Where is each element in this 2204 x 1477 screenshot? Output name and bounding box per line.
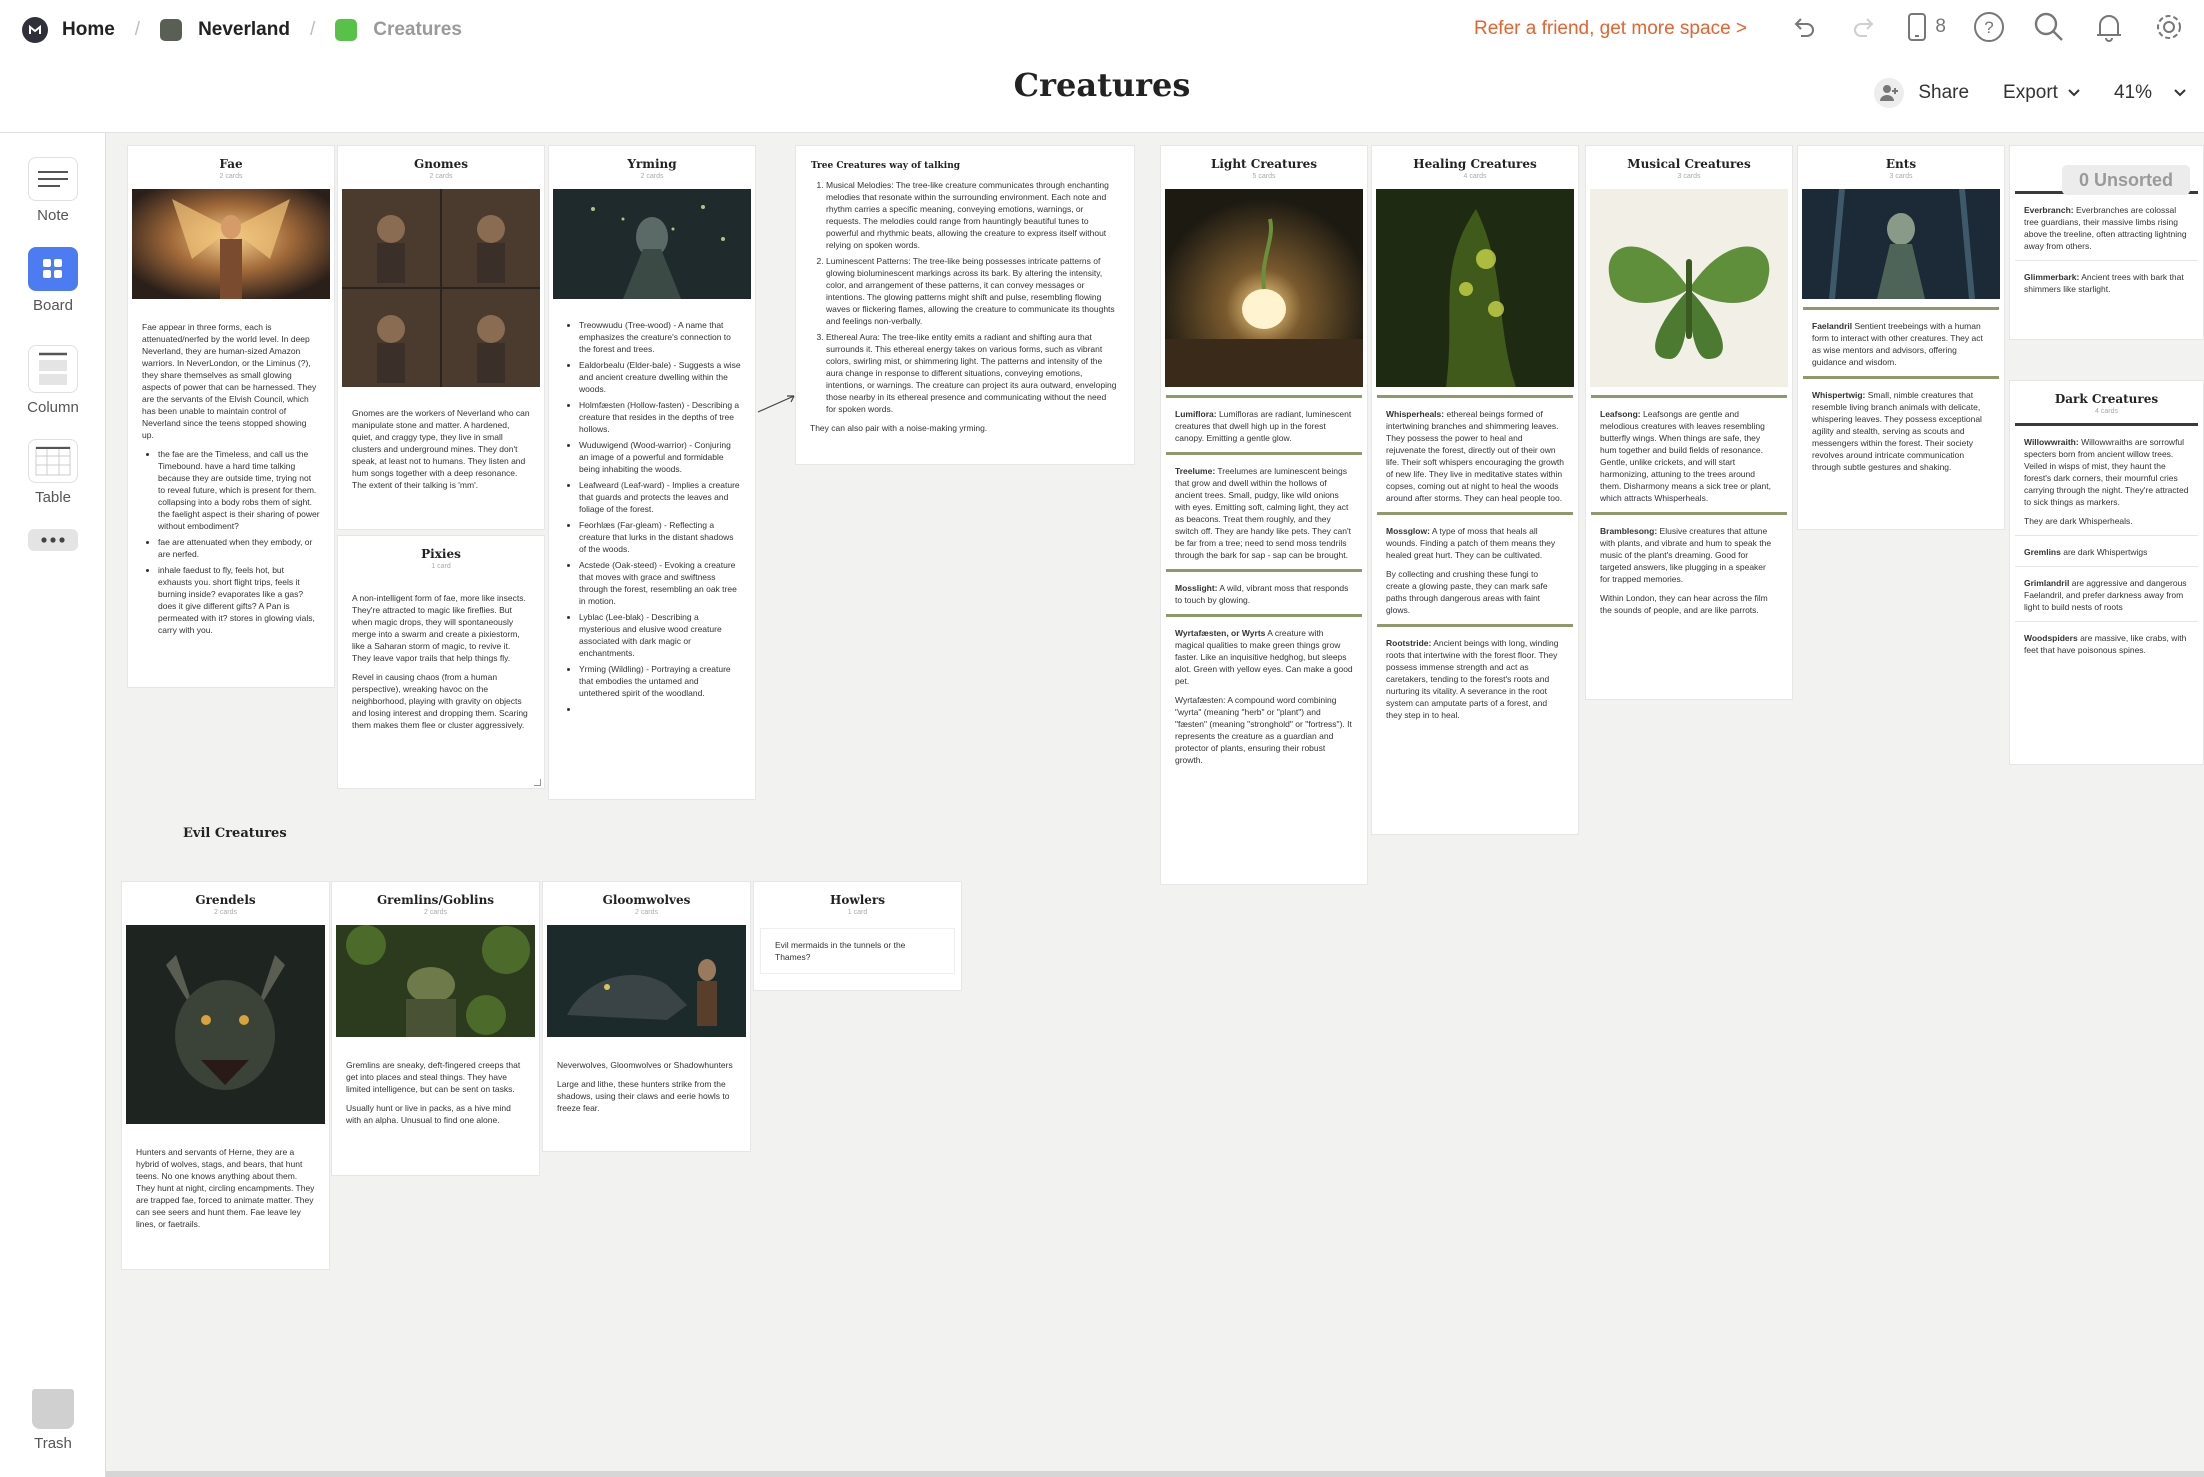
creature-desc: Treelumes are luminescent beings that grow and dwell within the hollows of ancient trees. Small, pudgy, like wild onions with eyes. Emitting soft, calming light, they act as beacons. Treat them roughly, and they switch off. They are handy like pets. They can't be far from a tree; need to send moss tendrils through the bark for sap - sap can be brought. [1175, 466, 1351, 560]
card-text[interactable] [796, 179, 1134, 434]
chevron-down-icon [2068, 89, 2080, 97]
trash-icon [32, 1389, 74, 1429]
card-paragraph: Evil mermaids in the tunnels or the Thames? [775, 940, 906, 962]
card-paragraph: Within London, they can hear across the film the sounds of people, and are like parrots. [1600, 593, 1768, 615]
divider [1377, 512, 1573, 515]
card-count: 3 cards [1889, 173, 1913, 180]
creature-name: Willowwraith: [2024, 437, 2079, 447]
divider [1166, 569, 1362, 572]
creature-name: Whisperheals: [1386, 409, 1445, 419]
creature-desc: Ancient trees with bark that shimmers like starlight. [2024, 272, 2184, 294]
yrming-image[interactable] [553, 189, 751, 299]
table-tool-label: Table [35, 489, 71, 506]
column-grendels[interactable] [121, 881, 330, 1270]
column-title[interactable]: Light Creatures [1210, 157, 1318, 171]
toolbar-icons [1761, 10, 2186, 44]
card-count: 4 cards [1463, 173, 1487, 180]
creature-desc: are aggressive and dangerous Faelandril, and prefer darkness away from light to build nests of roots [2024, 578, 2187, 612]
note-title[interactable]: Tree Creatures way of talking [811, 161, 961, 171]
card-count: 2 cards [214, 909, 237, 916]
card-paragraph: Hunters and servants of Herne, they are a hybrid of wolves, stags, and bears, that hunt teens. No one knows anything about them. They hunt at night, circling encampments. They are trapped fae, forced to animate matter. They can see seers and hunt them. Fae leave ley lines, or faetrails. [136, 1147, 315, 1229]
creature-name: Woodspiders [2024, 633, 2078, 643]
breadcrumb-neverland[interactable] [160, 19, 290, 41]
board-color-swatch [160, 19, 182, 41]
creature-name: Wyrtafæsten, or Wyrts [1175, 628, 1266, 638]
divider [2015, 260, 2198, 261]
breadcrumb-neverland-label: Neverland [198, 19, 290, 40]
list-item: • Leafweard (Leaf-ward) - Implies a creature that guards and protects the leaves and foliage of the forest. [579, 479, 741, 515]
divider [1591, 395, 1787, 398]
undo-icon[interactable] [1787, 10, 1821, 44]
column-fae[interactable] [127, 145, 335, 688]
list-item: • Lyblac (Lee-blak) - Describing a mysterious and elusive wood creature associated with dark magic or enchantments. [579, 611, 741, 659]
list-item: • Yrming (Wildling) - Portraying a creature that embodies the untamed and untethered spirit of the woodland. [579, 663, 741, 699]
help-icon[interactable] [1972, 10, 2006, 44]
card-text[interactable] [2010, 632, 2203, 656]
list-item: • Treowwudu (Tree-wood) - A name that emphasizes the creature's connection to the forest and trees. [579, 319, 741, 355]
gloomwolf-image[interactable] [547, 925, 746, 1037]
note-tree-talking[interactable] [795, 145, 1135, 465]
list-item: 1. Musical Melodies: The tree-like creature communicates through enchanting melodies that resonate within the surrounding environment. Each note and rhythm carries a specific meaning, conveying emotions, warnings, or requests. The melodies could range from hauntingly beautiful tunes to powerful and rhythmic beats, allowing the creature to express itself without relying on spoken words. [826, 179, 1118, 251]
phone-icon [1907, 12, 1927, 42]
creature-desc: Willowwraiths are sorrowful specters born from ancient willow trees. Veiled in wisps of mist, they haunt the forest's dark corners, their mournful cries carrying through the night. They're attracted to sick things as markers. [2024, 437, 2189, 507]
creature-desc: Leafsongs are gentle and melodious creatures with leaves resembling butterfly wings. When things are safe, they hum together and build fields of resonance. Gentle, unlike crickets, and will start harmonizing, attuning to the trees around them. Disharmony means a sick tree or plant, which attracts Whisperheals. [1600, 409, 1772, 503]
more-dots-icon [28, 529, 78, 551]
card-text[interactable] [128, 321, 334, 636]
table-tool[interactable] [0, 439, 106, 506]
card-count: 5 cards [1252, 173, 1276, 180]
card-count: 1 card [847, 909, 868, 916]
note-icon [28, 157, 78, 201]
tool-sidebar [0, 133, 106, 1477]
creature-desc: Sentient treebeings with a human form to interact with other creatures. They act as wise mentors and advisors, offering guidance and wisdom. [1812, 321, 1983, 367]
card-text[interactable] [332, 1059, 539, 1126]
column-tool[interactable] [0, 345, 106, 416]
connector-arrow[interactable] [756, 392, 800, 414]
zoom-level: 41% [2113, 82, 2152, 103]
creature-desc: are dark Whispertwigs [2063, 547, 2148, 557]
divider [1377, 395, 1573, 398]
column-gloomwolves[interactable] [542, 881, 751, 1152]
board-actions [1840, 78, 2186, 108]
card-text[interactable] [1798, 320, 2004, 368]
page-title: Creatures [1013, 66, 1191, 104]
creature-name: Glimmerbark: [2024, 272, 2080, 282]
creature-name: Rootstride: [1386, 638, 1432, 648]
card-text[interactable] [1372, 408, 1578, 504]
export-button[interactable] [2003, 82, 2080, 104]
column-pixies[interactable] [337, 535, 545, 789]
refer-friend-link[interactable]: Refer a friend, get more space > [1474, 18, 1748, 39]
creature-name: Leafsong: [1600, 409, 1641, 419]
resize-handle[interactable] [534, 779, 541, 786]
breadcrumb-creatures[interactable] [335, 19, 462, 41]
card-count: 4 cards [2095, 408, 2118, 415]
creature-desc: A creature with magical qualities to make green things grow faster. Like an inquisitive hedghog, but sleeps alot. Green with yellow eyes. Can make a good pet. [1175, 628, 1353, 686]
creature-desc: Everbranches are colossal tree guardians, their massive limbs rising above the treeline, often attracting lightning away from others. [2024, 205, 2187, 251]
card-count: 2 cards [424, 909, 447, 916]
board-tool[interactable] [0, 247, 106, 314]
creature-name: Everbranch: [2024, 205, 2074, 215]
column-title[interactable]: Yrming [627, 157, 677, 171]
divider [2015, 423, 2198, 426]
card-text[interactable] [122, 1146, 329, 1230]
creature-desc: Lumifloras are radiant, luminescent creatures that dwell high up in the forest canopy. Emitting a gentle glow. [1175, 409, 1352, 443]
card-paragraph: Neverwolves, Gloomwolves or Shadowhunters [557, 1060, 733, 1070]
milanote-logo-icon [22, 17, 48, 43]
creature-name: Treelume: [1175, 466, 1216, 476]
whisperheal-image[interactable] [1376, 189, 1574, 387]
column-musical-creatures[interactable] [1585, 145, 1793, 700]
card-paragraph: They can also pair with a noise-making yrming. [810, 423, 988, 433]
top-bar [0, 0, 2204, 133]
card-text[interactable] [1372, 637, 1578, 721]
card-count: 2 cards [429, 173, 453, 180]
card-text[interactable] [2010, 204, 2203, 252]
card-paragraph: Large and lithe, these hunters strike from the shadows, using their claws and eerie howls to freeze fear. [557, 1079, 730, 1113]
card-text[interactable] [1161, 582, 1367, 606]
list-item: • Feorhlæs (Far-gleam) - Reflecting a creature that lurks in the distant shadows of the woods. [579, 519, 741, 555]
column-title[interactable]: Howlers [830, 893, 885, 907]
device-count: 8 [1935, 16, 1946, 37]
card-text[interactable] [2010, 436, 2203, 527]
grendel-image[interactable] [126, 925, 325, 1124]
creature-desc: are massive, like crabs, with feet that have poisonous spines. [2024, 633, 2187, 655]
card-paragraph: Gremlins are sneaky, deft-fingered creeps that get into places and steal things. They have limited intelligence, but can be sent on tasks. [346, 1060, 521, 1094]
trash-label: Trash [34, 1435, 72, 1452]
column-gremlins-goblins[interactable] [331, 881, 540, 1176]
card-text[interactable] [1161, 627, 1367, 766]
fae-image[interactable] [132, 189, 330, 299]
board-tool-label: Board [32, 297, 74, 314]
column-yrming[interactable] [548, 145, 756, 800]
divider [2015, 621, 2198, 622]
list-item-empty [579, 703, 741, 715]
creature-name: Grimlandril [2024, 578, 2070, 588]
creature-name: Faelandril [1812, 321, 1853, 331]
table-icon [28, 439, 78, 483]
unsorted-button[interactable]: 0 Unsorted [2062, 165, 2190, 195]
divider [1803, 376, 1999, 379]
column-title[interactable]: Ents [1885, 157, 1917, 171]
card-text[interactable] [1798, 389, 2004, 473]
column-title[interactable]: Gnomes [413, 157, 469, 171]
card-text[interactable] [2010, 577, 2203, 613]
card-text[interactable] [543, 1059, 750, 1114]
creature-name: Lumiflora: [1175, 409, 1217, 419]
card-paragraph: Fae appear in three forms, each is attenuated/nerfed by the world level. In deep Neverland, they are human-sized Amazon warriors. In NeverLondon, or the Liminus (?), they share themselves as small glowing aspects of power that can be harnessed. They are the servants of the Elvish Council, which has been unable to maintain control of Neverland since the teens stopped showing up. [142, 322, 317, 440]
chevron-down-icon [2174, 89, 2186, 97]
card-count: 2 cards [635, 909, 658, 916]
column-title[interactable]: Gloomwolves [602, 893, 691, 907]
list-item: • fae are attenuated when they embody, or are nerfed. [158, 536, 320, 560]
card-paragraph: Usually hunt or live in packs, as a hive mind with an alpha. Unusual to find one alone. [346, 1103, 511, 1125]
column-title[interactable]: Healing Creatures [1413, 157, 1537, 171]
share-label: Share [1918, 82, 1970, 103]
more-tools-button[interactable] [0, 529, 106, 551]
zoom-control[interactable] [2114, 82, 2186, 104]
divider [1166, 614, 1362, 617]
column-title[interactable]: Fae [219, 157, 243, 171]
divider [1591, 512, 1787, 515]
card-paragraph: Gnomes are the workers of Neverland who can manipulate stone and matter. A hardened, quiet, and craggy type, they live in small clusters and underground mines. They don't speak, at least not to humans. They listen and hum songs together with a deep resonance. The extent of their talking is 'mm'. [352, 408, 530, 490]
breadcrumb-separator: / [134, 19, 141, 40]
list-item: • the fae are the Timeless, and call us the Timebound. have a hard time talking because they are outside time, trying not to reveal future, which is present for them. collapsing into a body robs them of sight. the faelight aspect is their sharing of power without embodiment? [158, 448, 320, 532]
divider [1166, 452, 1362, 455]
card-text[interactable] [1161, 408, 1367, 444]
divider [1166, 395, 1362, 398]
card-text[interactable] [338, 592, 544, 731]
breadcrumb-separator: / [309, 19, 316, 40]
add-person-icon [1874, 78, 1904, 108]
column-title[interactable]: Dark Creatures [2054, 392, 2159, 406]
list-item: 2. Luminescent Patterns: The tree-like being possesses intricate patterns of glowing bioluminescent markings across its bark. By altering the intensity, color, and arrangement of these patterns, it can convey messages or intentions. The glowing patterns might shift and pulse, resembling flowing waves or flickering flames, allowing the creature to communicate its thoughts and feelings non-verbally. [826, 255, 1118, 327]
note-tool[interactable] [0, 157, 106, 224]
horizontal-scrollbar[interactable] [106, 1471, 2204, 1477]
creature-desc: ethereal beings formed of intertwining branches and shimmering leaves. They possess the power to heal and rejuvenate the forest, directly out of their own life. Their soft whispers encouraging the growth of new life. They live in meditative states within copses, coming out at night to heal the woods around after storms. They can heal people too. [1386, 409, 1564, 503]
creature-name: Mosslight: [1175, 583, 1218, 593]
column-ents[interactable] [1797, 145, 2005, 530]
card-paragraph: They are dark Whisperheals. [2024, 516, 2133, 526]
card-count: 3 cards [1677, 173, 1701, 180]
creature-desc: Elusive creatures that attune with plants, and vibrate and hum to speak the music of the plant's dreaming. Good for targeted answers, like plugging in a speaker for trapped memories. [1600, 526, 1772, 584]
redo-icon[interactable] [1847, 10, 1881, 44]
creature-desc: Small, nimble creatures that resemble living branch animals with delicate, whispering leaves. They possess exceptional agility and stealth, serving as scouts and messengers within the forest. Their society revolves around intricate communication through subtle gestures and shaking. [1812, 390, 1982, 472]
search-icon[interactable] [2032, 10, 2066, 44]
divider [2015, 535, 2198, 536]
creature-name: Mossglow: [1386, 526, 1430, 536]
divider [2015, 566, 2198, 567]
creature-desc: Ancient beings with long, winding roots that intertwine with the forest floor. They possess immense strength and act as caretakers, tending to the forest's roots and nurturing its vitality. A severance in the root system can amputate parts of a forest, and they step in to heal. [1386, 638, 1559, 720]
card-count: 2 cards [640, 173, 664, 180]
column-dark-creatures[interactable] [2009, 380, 2204, 765]
svg-text:?: ? [1984, 18, 1994, 37]
export-label: Export [2003, 82, 2058, 103]
trash-button[interactable] [0, 1389, 106, 1452]
breadcrumb [22, 14, 462, 46]
board-color-swatch [335, 19, 357, 41]
column-light-creatures[interactable] [1160, 145, 1368, 885]
card-text[interactable] [549, 319, 755, 715]
note-tool-label: Note [37, 207, 69, 224]
divider [1377, 624, 1573, 627]
gnomes-image[interactable] [342, 189, 540, 387]
breadcrumb-home[interactable] [22, 17, 115, 43]
card-text[interactable] [1586, 408, 1792, 504]
gremlin-image[interactable] [336, 925, 535, 1037]
creature-desc: A type of moss that heals all wounds. Finding a patch of them means they healed great hurt. They can be cultivated. [1386, 526, 1556, 560]
column-icon [28, 345, 78, 393]
list-item: • Wuduwigend (Wood-warrior) - Conjuring an image of a powerful and formidable being inhabiting the woods. [579, 439, 741, 475]
card-text[interactable] [1372, 525, 1578, 616]
column-title[interactable]: Musical Creatures [1627, 157, 1751, 171]
card-paragraph: Wyrtafæsten: A compound word combining "wyrta" (meaning "herb" or "plant") and "fæsten" (meaning "stronghold" or "fortress"). It represents the creature as a guardian and protector of plants, ensuring their robust growth. [1175, 695, 1352, 765]
breadcrumb-creatures-label: Creatures [373, 19, 462, 40]
card-text[interactable] [1161, 465, 1367, 561]
column-tool-label: Column [27, 399, 79, 416]
column-title[interactable]: Pixies [421, 547, 461, 561]
divider [1803, 307, 1999, 310]
card-text[interactable] [761, 939, 954, 963]
list-item: • Holmfæsten (Hollow-fasten) - Describing a creature that resides in the depths of tree hollows. [579, 399, 741, 435]
breadcrumb-home-label: Home [62, 19, 115, 40]
card-text[interactable] [2010, 271, 2203, 295]
treelume-image[interactable] [1165, 189, 1363, 387]
share-button[interactable] [1874, 78, 1969, 108]
creature-name: Bramblesong: [1600, 526, 1658, 536]
card-paragraph: By collecting and crushing these fungi to create a glowing paste, they can mark safe paths through dangerous areas with faint glows. [1386, 569, 1548, 615]
column-title[interactable]: Gremlins/Goblins [376, 893, 495, 907]
devices-button[interactable] [1907, 12, 1946, 42]
notifications-bell-icon[interactable] [2092, 10, 2126, 44]
creature-name: Whispertwig: [1812, 390, 1866, 400]
list-item: 3. Ethereal Aura: The tree-like entity emits a radiant and shifting aura that surrounds it. This ethereal energy takes on various forms, such as vibrant colors, swirling mist, or shimmering light. The patterns and intensity of the aura change in response to different situations, conveying emotions, intentions, or warnings. The creature can project its aura outward, enveloping those nearby in its ethereal presence and communicating without the need for spoken words. [826, 331, 1118, 415]
column-healing-creatures[interactable] [1371, 145, 1579, 835]
card-count: 1 card [431, 563, 451, 570]
card-text[interactable] [2010, 546, 2203, 558]
creature-name: Gremlins [2024, 547, 2061, 557]
board-icon [28, 247, 78, 291]
card-text[interactable] [1586, 525, 1792, 616]
column-howlers[interactable] [753, 881, 962, 991]
settings-gear-icon[interactable] [2152, 10, 2186, 44]
card-text[interactable] [338, 407, 544, 491]
ents-image[interactable] [1802, 189, 2000, 299]
column-title[interactable]: Grendels [195, 893, 256, 907]
creature-desc: A wild, vibrant moss that responds to touch by glowing. [1175, 583, 1349, 605]
list-item: • inhale faedust to fly, feels hot, but exhausts you. short flight trips, feels it burning inside? evaporates like a gas? does it give different gifts? A Pan is permeated with it? stores in glowing vials, carry with you. [158, 564, 320, 636]
list-item: • Ealdorbealu (Elder-bale) - Suggests a wise and ancient creature dwelling within the woods. [579, 359, 741, 395]
card-count: 2 cards [219, 173, 243, 180]
note-card[interactable] [760, 928, 955, 974]
column-gnomes[interactable] [337, 145, 545, 530]
leafsong-image[interactable] [1590, 189, 1788, 387]
card-paragraph: A non-intelligent form of fae, more like insects. They're attracted to magic like fireflies. But when magic drops, they will spontaneously merge into a swarm and create a pixiestorm, like a Saharan storm of magic, to revive it. They leave vapor trails that help things fly. [352, 593, 526, 663]
section-heading-evil-creatures[interactable]: Evil Creatures [183, 826, 287, 841]
card-paragraph: Revel in causing chaos (from a human perspective), wreaking havoc on the neighborhood, playing with gravity on objects and losing interest and dropping them. Scaring them makes them flee or cluster aggressively. [352, 672, 528, 730]
list-item: • Acstede (Oak-steed) - Evoking a creature that moves with grace and swiftness through the forest, resembling an oak tree in motion. [579, 559, 741, 607]
